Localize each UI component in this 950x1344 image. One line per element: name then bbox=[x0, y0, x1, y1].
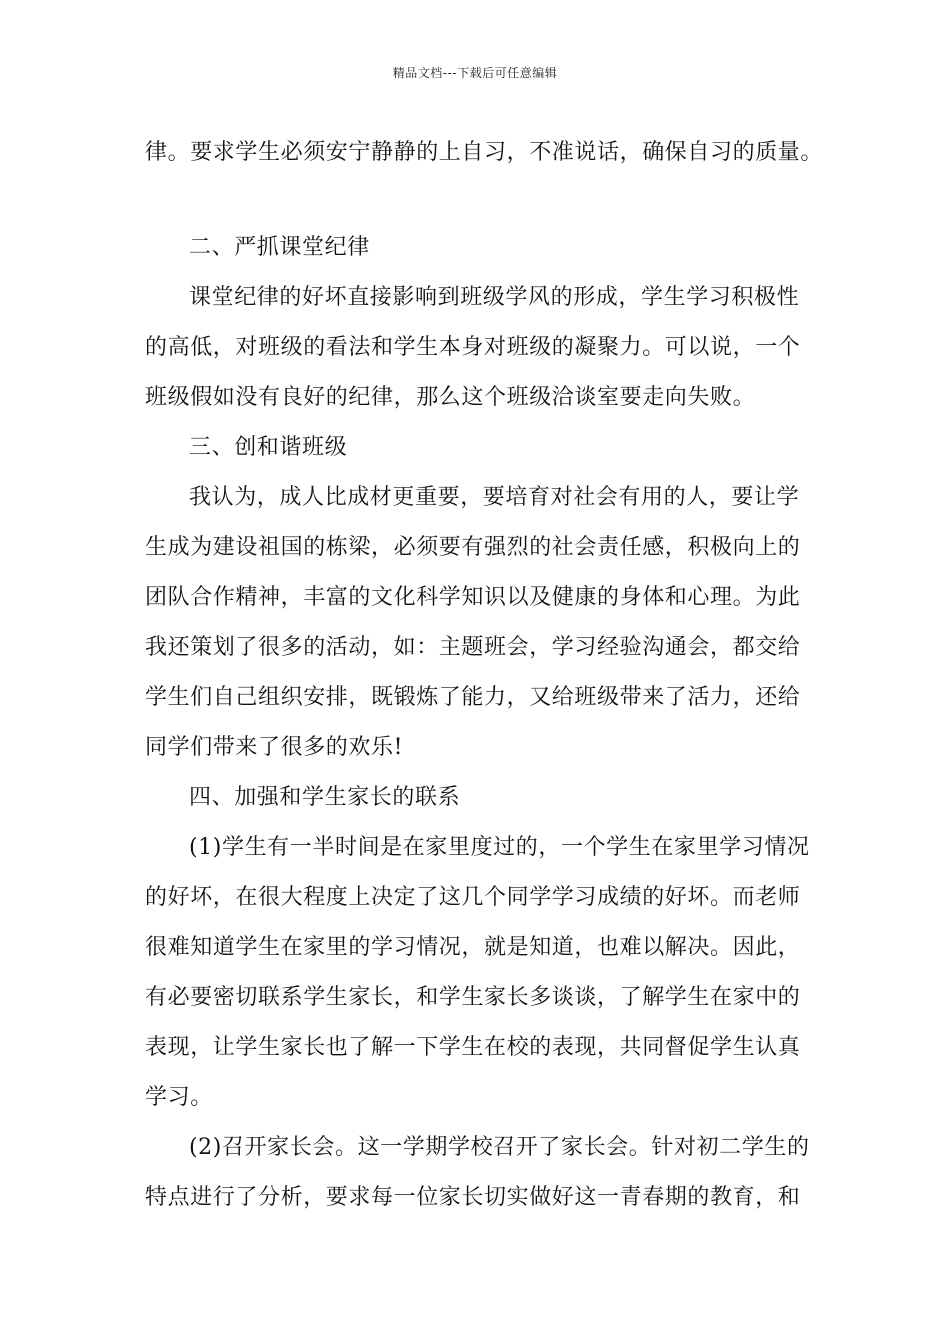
text-line: (2)召开家长会。这一学期学校召开了家长会。针对初二学生的 bbox=[189, 1135, 810, 1160]
section-heading: 三、创和谐班级 bbox=[189, 435, 348, 460]
text-line: 的好坏，在很大程度上决定了这几个同学学习成绩的好坏。而老师 bbox=[145, 885, 801, 910]
section-heading: 四、加强和学生家长的联系 bbox=[189, 785, 461, 810]
text-line: 律。要求学生必须安宁静静的上自习，不准说话，确保自习的质量。 bbox=[145, 140, 824, 165]
section-heading: 二、严抓课堂纪律 bbox=[189, 235, 370, 260]
text-line: 很难知道学生在家里的学习情况，就是知道，也难以解决。因此， bbox=[145, 935, 801, 960]
text-line: 的高低，对班级的看法和学生本身对班级的凝聚力。可以说，一个 bbox=[145, 335, 801, 360]
text-line: 表现，让学生家长也了解一下学生在校的表现，共同督促学生认真 bbox=[145, 1035, 801, 1060]
paragraph-gap bbox=[145, 178, 810, 223]
text-line: 我还策划了很多的活动，如：主题班会，学习经验沟通会，都交给 bbox=[145, 635, 801, 660]
text-line: 学生们自己组织安排，既锻炼了能力，又给班级带来了活力，还给 bbox=[145, 685, 801, 710]
text-line: 有必要密切联系学生家长，和学生家长多谈谈，了解学生在家中的 bbox=[145, 985, 801, 1010]
text-line: 班级假如没有良好的纪律，那么这个班级洽谈室要走向失败。 bbox=[145, 385, 756, 410]
document-body bbox=[145, 128, 824, 1223]
page-header: 精品文档---下载后可任意编辑 bbox=[392, 66, 558, 80]
text-line: 团队合作精神，丰富的文化科学知识以及健康的身体和心理。为此 bbox=[145, 585, 801, 610]
text-line: 课堂纪律的好坏直接影响到班级学风的形成，学生学习积极性 bbox=[189, 285, 800, 310]
text-line: 生成为建设祖国的栋梁，必须要有强烈的社会责任感，积极向上的 bbox=[145, 535, 801, 560]
text-line: 我认为，成人比成材更重要，要培育对社会有用的人，要让学 bbox=[189, 485, 800, 510]
text-line: 同学们带来了很多的欢乐! bbox=[145, 735, 404, 760]
text-line: (1)学生有一半时间是在家里度过的，一个学生在家里学习情况 bbox=[189, 835, 810, 860]
text-line: 特点进行了分析，要求每一位家长切实做好这一青春期的教育，和 bbox=[145, 1185, 801, 1210]
text-line: 学习。 bbox=[145, 1085, 213, 1110]
